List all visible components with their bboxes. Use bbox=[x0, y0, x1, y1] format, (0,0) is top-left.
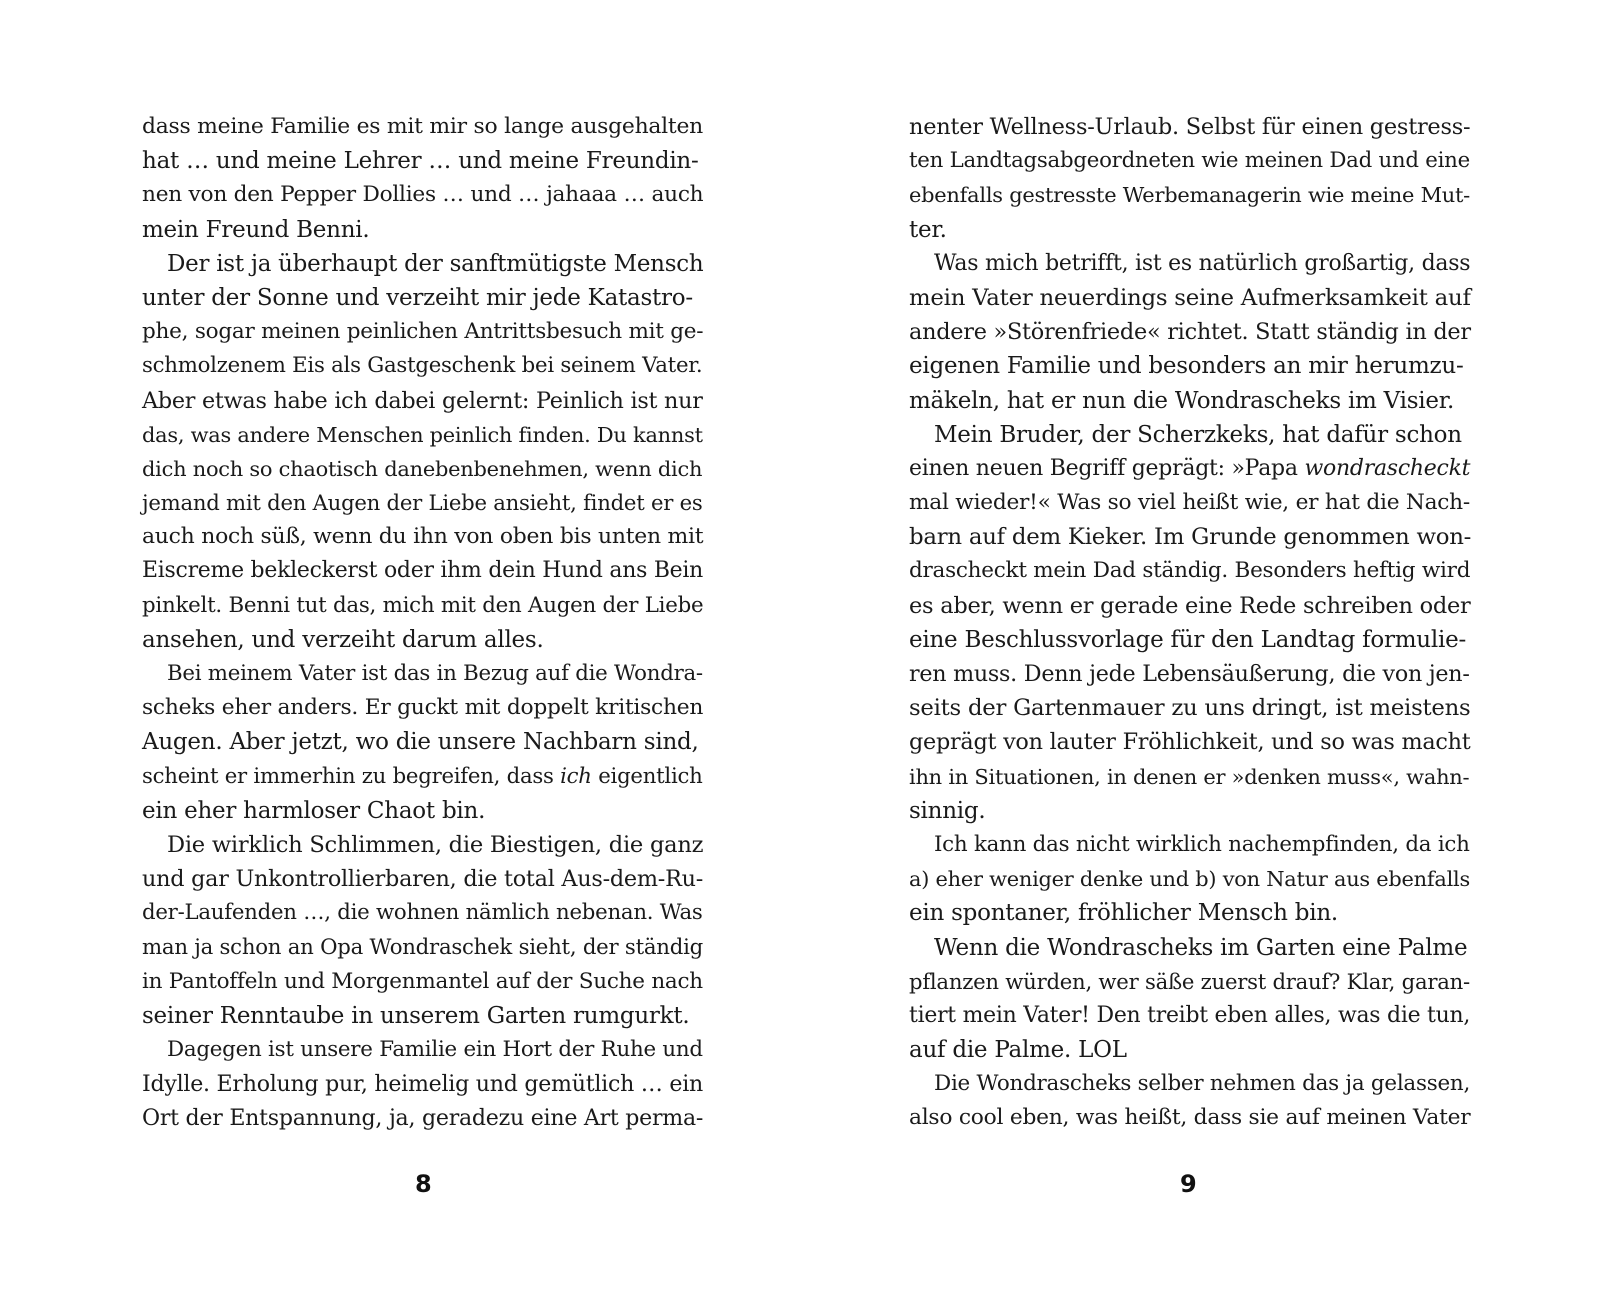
text-line bbox=[909, 725, 1471, 759]
text-line bbox=[909, 418, 1471, 452]
text-line bbox=[142, 247, 704, 281]
text-line bbox=[909, 110, 1471, 144]
text-segment: und gar Unkontrollierbaren, die total Aus-dem-Ru- bbox=[142, 866, 704, 893]
text-line bbox=[909, 213, 1471, 247]
text-segment: geprägt von lauter Fröhlichkeit, und so was macht bbox=[909, 729, 1471, 756]
text-line bbox=[909, 384, 1471, 418]
text-segment: mein Freund Benni. bbox=[142, 216, 370, 243]
text-segment: ein eher harmloser Chaot bin. bbox=[142, 797, 486, 824]
text-segment: tiert mein Vater! Den treibt eben alles, was die tun, bbox=[909, 1002, 1471, 1028]
text-segment: mal wieder!« Was so viel heißt wie, er hat die Nach- bbox=[909, 490, 1470, 516]
text-segment: auch noch süß, wenn du ihn von oben bis unten mit bbox=[142, 524, 704, 550]
text-segment: Dagegen ist unsere Familie ein Hort der Ruhe und bbox=[167, 1037, 703, 1063]
text-line bbox=[909, 794, 1471, 828]
text-line bbox=[909, 178, 1471, 212]
text-segment: ebenfalls gestresste Werbemanagerin wie meine Mut- bbox=[909, 183, 1470, 208]
text-segment: hat … und meine Lehrer … und meine Freundin- bbox=[142, 148, 699, 175]
text-line bbox=[142, 589, 704, 623]
text-line bbox=[909, 1067, 1471, 1101]
text-line bbox=[909, 999, 1471, 1033]
text-line bbox=[909, 349, 1471, 383]
text-segment: Der ist ja überhaupt der sanftmütigste Mensch bbox=[167, 250, 704, 277]
right-page-number: 9 bbox=[1180, 1170, 1197, 1198]
text-line bbox=[142, 1067, 704, 1101]
text-segment: ten Landtagsabgeordneten wie meinen Dad und eine bbox=[909, 148, 1470, 174]
text-segment: dich noch so chaotisch danebenbenehmen, wenn dich bbox=[142, 456, 703, 481]
text-segment: pflanzen würden, wer säße zuerst drauf? Klar, garan- bbox=[909, 968, 1470, 994]
text-segment: andere »Störenfriede« richtet. Statt ständig in der bbox=[909, 319, 1471, 346]
italic-word: ich bbox=[560, 763, 592, 789]
text-segment: scheint er immerhin zu begreifen, dass bbox=[142, 763, 561, 789]
left-page-text bbox=[142, 110, 704, 1136]
text-line bbox=[909, 486, 1471, 520]
text-line bbox=[909, 691, 1471, 725]
text-line bbox=[142, 1101, 704, 1135]
text-line bbox=[142, 794, 704, 828]
text-segment: unter der Sonne und verzeiht mir jede Katastro- bbox=[142, 284, 693, 311]
text-segment: der-Laufenden …, die wohnen nämlich nebenan. Was bbox=[142, 900, 703, 926]
text-line bbox=[142, 623, 704, 657]
text-segment: schmolzenem Eis als Gastgeschenk bei seinem Vater. bbox=[142, 353, 703, 379]
text-line bbox=[909, 452, 1471, 486]
text-line bbox=[909, 589, 1471, 623]
text-line bbox=[142, 691, 704, 725]
text-segment: mäkeln, hat er nun die Wondrascheks im Visier. bbox=[909, 387, 1455, 414]
text-line bbox=[142, 213, 704, 247]
text-line bbox=[142, 965, 704, 999]
text-segment: es aber, wenn er gerade eine Rede schreiben oder bbox=[909, 592, 1471, 619]
text-line bbox=[909, 760, 1471, 794]
text-line bbox=[142, 520, 704, 554]
text-segment: also cool eben, was heißt, dass sie auf meinen Vater bbox=[909, 1105, 1471, 1131]
text-segment: Die Wondrascheks selber nehmen das ja gelassen, bbox=[934, 1071, 1471, 1097]
text-segment: Aber etwas habe ich dabei gelernt: Peinlich ist nur bbox=[142, 387, 703, 414]
text-line bbox=[142, 896, 704, 930]
text-segment: phe, sogar meinen peinlichen Antrittsbesuch mit ge- bbox=[142, 319, 704, 345]
text-segment: Ich kann das nicht wirklich nachempfinden, da ich bbox=[934, 831, 1470, 857]
text-segment: Eiscreme bekleckerst oder ihm dein Hund ans Bein bbox=[142, 558, 704, 584]
text-line bbox=[142, 452, 704, 486]
text-line bbox=[142, 418, 704, 452]
text-segment: Wenn die Wondrascheks im Garten eine Palme bbox=[934, 934, 1468, 961]
text-line bbox=[142, 110, 704, 144]
text-segment: ihn in Situationen, in denen er »denken muss«, wahn- bbox=[909, 764, 1470, 789]
text-line bbox=[909, 862, 1471, 896]
text-segment: Augen. Aber jetzt, wo die unsere Nachbarn sind, bbox=[142, 729, 699, 756]
text-segment: eine Beschlussvorlage für den Landtag formulie- bbox=[909, 626, 1466, 653]
text-segment: Bei meinem Vater ist das in Bezug auf die Wondra- bbox=[167, 661, 703, 686]
text-line bbox=[142, 144, 704, 178]
text-segment: Mein Bruder, der Scherzkeks, hat dafür schon bbox=[934, 421, 1462, 448]
text-segment: pinkelt. Benni tut das, mich mit den Augen der Liebe bbox=[142, 592, 704, 618]
text-line bbox=[909, 828, 1471, 862]
text-line bbox=[142, 178, 704, 212]
italic-word: wondrascheckt bbox=[1304, 455, 1471, 481]
text-segment: eigentlich bbox=[591, 763, 703, 789]
text-segment: sinnig. bbox=[909, 797, 986, 824]
text-segment: nen von den Pepper Dollies … und … jahaaa … auch bbox=[142, 182, 704, 208]
left-page-number: 8 bbox=[415, 1170, 432, 1198]
text-segment: einen neuen Begriff geprägt: »Papa bbox=[909, 455, 1305, 481]
text-line bbox=[142, 384, 704, 418]
text-segment: auf die Palme. LOL bbox=[909, 1037, 1127, 1064]
text-segment: seiner Renntaube in unserem Garten rumgurkt. bbox=[142, 1002, 690, 1029]
text-segment: in Pantoffeln und Morgenmantel auf der Suche nach bbox=[142, 968, 703, 994]
text-line bbox=[909, 931, 1471, 965]
text-line bbox=[142, 486, 704, 520]
text-line bbox=[142, 862, 704, 896]
text-segment: nenter Wellness-Urlaub. Selbst für einen gestress- bbox=[909, 114, 1471, 140]
text-line bbox=[909, 144, 1471, 178]
text-segment: ter. bbox=[909, 216, 947, 243]
text-segment: eigenen Familie und besonders an mir herumzu- bbox=[909, 353, 1464, 380]
text-line bbox=[909, 554, 1471, 588]
right-page-text bbox=[909, 110, 1471, 1136]
text-line bbox=[142, 999, 704, 1033]
text-segment: Die wirklich Schlimmen, die Biestigen, die ganz bbox=[167, 831, 704, 858]
text-line bbox=[142, 349, 704, 383]
text-line bbox=[909, 1033, 1471, 1067]
text-segment: man ja schon an Opa Wondraschek sieht, der ständig bbox=[142, 934, 703, 960]
text-line bbox=[909, 657, 1471, 691]
text-segment: a) eher weniger denke und b) von Natur aus ebenfalls bbox=[909, 867, 1470, 892]
text-line bbox=[909, 281, 1471, 315]
text-line bbox=[142, 931, 704, 965]
text-line bbox=[909, 896, 1471, 930]
text-segment: scheks eher anders. Er guckt mit doppelt kritischen bbox=[142, 695, 704, 721]
text-segment: mein Vater neuerdings seine Aufmerksamkeit auf bbox=[909, 284, 1471, 311]
text-line bbox=[142, 554, 704, 588]
text-segment: ein spontaner, fröhlicher Mensch bin. bbox=[909, 900, 1338, 927]
text-segment: seits der Gartenmauer zu uns dringt, ist meistens bbox=[909, 695, 1471, 722]
text-line bbox=[142, 1033, 704, 1067]
text-segment: drascheckt mein Dad ständig. Besonders heftig wird bbox=[909, 558, 1471, 584]
text-segment: Was mich betrifft, ist es natürlich großartig, dass bbox=[934, 250, 1471, 276]
text-line bbox=[142, 828, 704, 862]
text-line bbox=[909, 965, 1471, 999]
text-line bbox=[909, 247, 1471, 281]
text-segment: ansehen, und verzeiht darum alles. bbox=[142, 626, 544, 653]
text-segment: Ort der Entspannung, ja, geradezu eine Art perma- bbox=[142, 1105, 704, 1132]
text-line bbox=[909, 623, 1471, 657]
text-line bbox=[909, 1101, 1471, 1135]
text-line bbox=[142, 657, 704, 691]
text-line bbox=[142, 281, 704, 315]
text-line bbox=[909, 315, 1471, 349]
text-line bbox=[909, 520, 1471, 554]
text-line bbox=[142, 725, 704, 759]
text-line bbox=[142, 315, 704, 349]
text-segment: jemand mit den Augen der Liebe ansieht, findet er es bbox=[142, 490, 703, 516]
text-segment: das, was andere Menschen peinlich finden. Du kannst bbox=[142, 422, 703, 447]
text-segment: ren muss. Denn jede Lebensäußerung, die von jen- bbox=[909, 661, 1470, 687]
text-segment: barn auf dem Kieker. Im Grunde genommen won- bbox=[909, 524, 1472, 551]
text-line bbox=[142, 760, 704, 794]
text-segment: dass meine Familie es mit mir so lange ausgehalten bbox=[142, 114, 703, 139]
text-segment: Idylle. Erholung pur, heimelig und gemütlich … ein bbox=[142, 1071, 704, 1098]
